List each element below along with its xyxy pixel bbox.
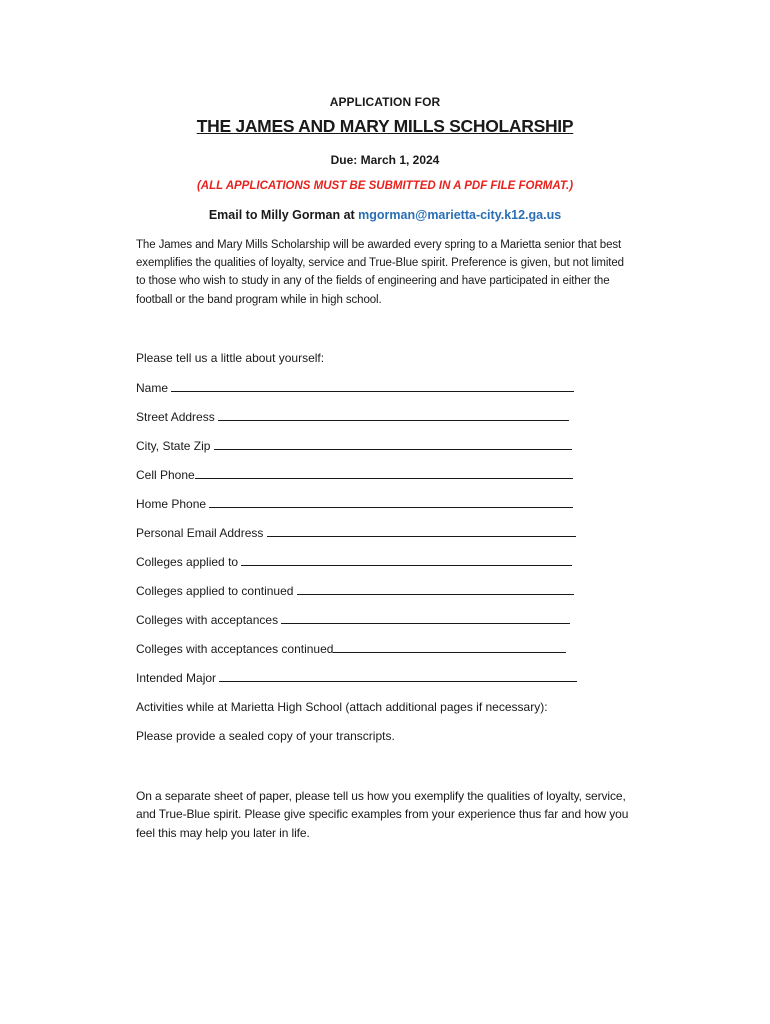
city-state-zip-field[interactable]	[136, 438, 572, 453]
colleges-acceptances-continued-blank[interactable]	[333, 641, 566, 653]
name-field[interactable]	[136, 380, 574, 395]
street-address-blank[interactable]	[218, 409, 569, 421]
activities-prompt: Activities while at Marietta High School (attach additional pages if necessary):	[136, 700, 548, 714]
transcripts-instruction: Please provide a sealed copy of your transcripts.	[136, 729, 395, 743]
personal-email-label: Personal Email Address	[136, 526, 267, 540]
street-address-field[interactable]	[136, 409, 569, 424]
street-address-label: Street Address	[136, 410, 219, 424]
colleges-applied-continued-field[interactable]	[136, 583, 574, 598]
colleges-applied-blank[interactable]	[241, 554, 572, 566]
colleges-applied-continued-blank[interactable]	[297, 583, 574, 595]
scholarship-title: THE JAMES AND MARY MILLS SCHOLARSHIP	[196, 116, 574, 136]
name-label: Name	[136, 381, 172, 395]
city-state-zip-label: City, State Zip	[136, 439, 214, 453]
colleges-acceptances-blank[interactable]	[281, 612, 570, 624]
cell-phone-field[interactable]	[136, 467, 573, 482]
pdf-format-notice: (ALL APPLICATIONS MUST BE SUBMITTED IN A PDF FILE FORMAT.)	[196, 180, 574, 192]
about-yourself-prompt: Please tell us a little about yourself:	[136, 351, 325, 365]
colleges-applied-continued-label: Colleges applied to continued	[136, 584, 297, 598]
intended-major-blank[interactable]	[219, 670, 577, 682]
name-blank[interactable]	[171, 380, 574, 392]
email-instruction	[0, 208, 770, 222]
colleges-applied-field[interactable]	[136, 554, 572, 569]
email-prefix: Email to Milly Gorman at	[208, 208, 359, 222]
intended-major-field[interactable]	[136, 670, 577, 685]
home-phone-blank[interactable]	[209, 496, 573, 508]
application-for-heading: APPLICATION FOR	[329, 95, 441, 109]
intro-paragraph: The James and Mary Mills Scholarship will be awarded every spring to a Marietta senior that best exemplifies the qualities of loyalty, service and True-Blue spirit. Preference is given, but not limited to those who wish to study in any of the fields of engineering and have participated in either the football or the band program while in high school.	[136, 239, 624, 306]
colleges-acceptances-continued-field[interactable]	[136, 641, 566, 656]
personal-email-field[interactable]	[136, 525, 576, 540]
colleges-applied-label: Colleges applied to	[136, 555, 242, 569]
intended-major-label: Intended Major	[136, 671, 220, 685]
email-link[interactable]: mgorman@marietta-city.k12.ga.us	[358, 208, 562, 222]
colleges-acceptances-label: Colleges with acceptances	[136, 613, 282, 627]
cell-phone-label: Cell Phone	[136, 468, 195, 482]
home-phone-label: Home Phone	[136, 497, 210, 511]
cell-phone-blank[interactable]	[195, 467, 573, 479]
personal-email-blank[interactable]	[267, 525, 576, 537]
city-state-zip-blank[interactable]	[214, 438, 572, 450]
due-date: Due: March 1, 2024	[330, 153, 440, 167]
home-phone-field[interactable]	[136, 496, 573, 511]
essay-instructions: On a separate sheet of paper, please tell us how you exemplify the qualities of loyalty, service, and True-Blue spirit. Please give specific examples from your experience thus far and how you feel this may help you later in life.	[136, 789, 629, 840]
colleges-acceptances-field[interactable]	[136, 612, 570, 627]
colleges-acceptances-continued-label: Colleges with acceptances continued	[136, 642, 334, 656]
